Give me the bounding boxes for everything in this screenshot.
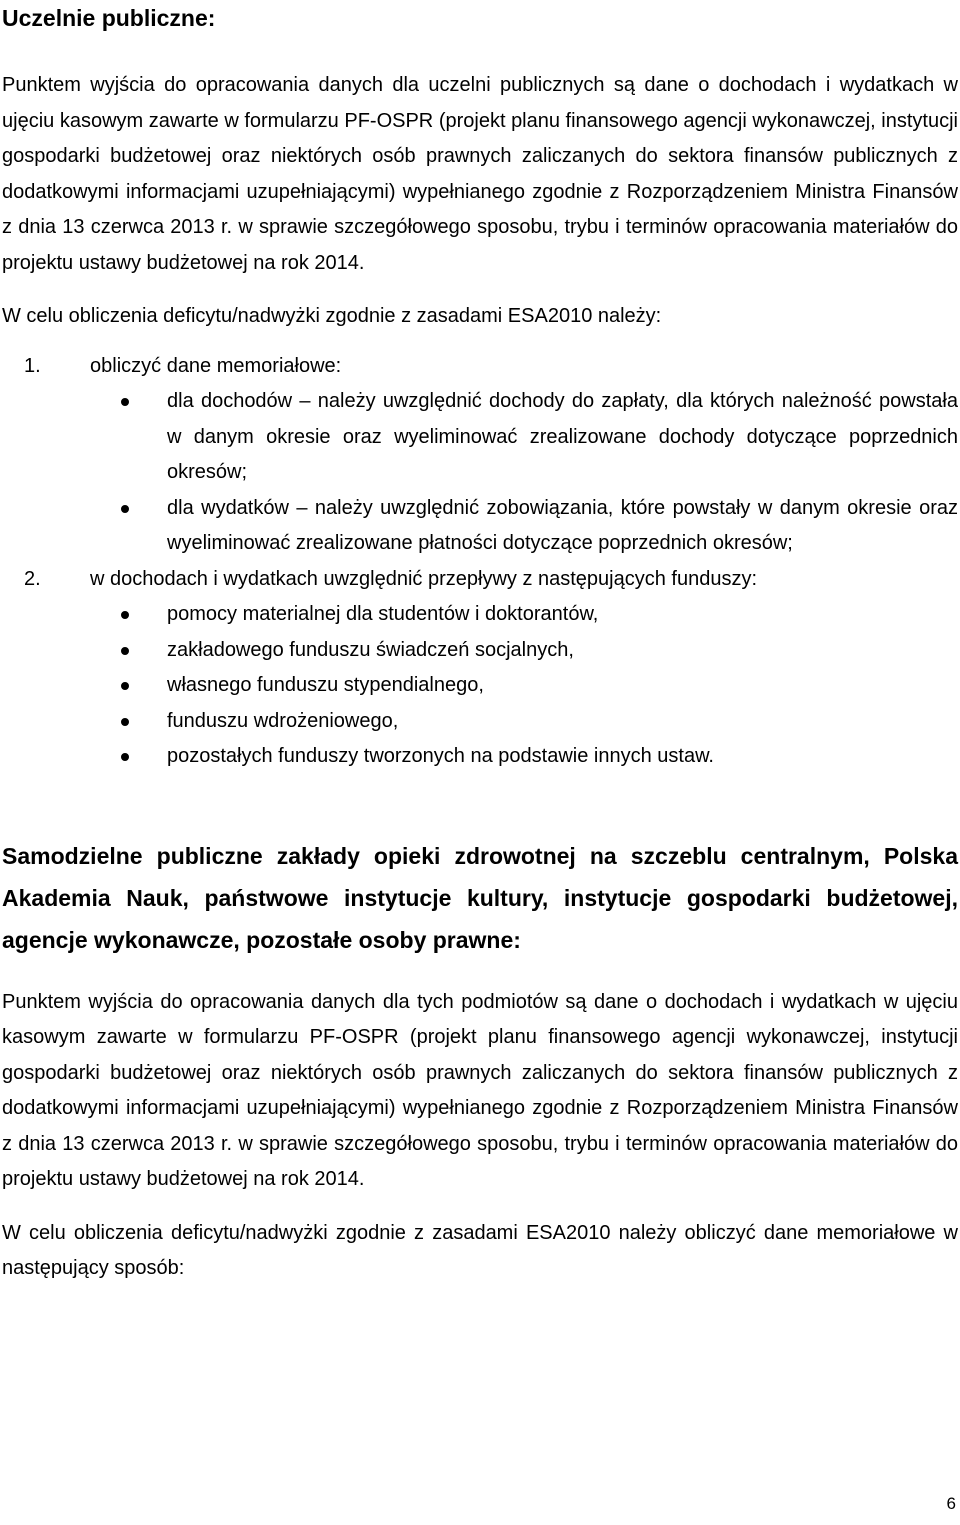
section1-lead-paragraph: W celu obliczenia deficytu/nadwyżki zgodnie z zasadami ESA2010 należy:: [2, 305, 662, 327]
section-heading-other-entities: Samodzielne publiczne zakłady opieki zdrowotnej na szczeblu centralnym, Polska Akademia Nauk, państwowe instytucje kultury, instytucje gospodarki budżetowej, agencje wykonawcze, pozostałe osoby prawne:: [2, 842, 958, 953]
item-number: 1.: [24, 354, 41, 377]
bullet-item: [2, 739, 958, 775]
section1-intro-paragraph: Punktem wyjścia do opracowania danych dla uczelni publicznych są dane o dochodach i wydatkach w ujęciu kasowym zawarte w formularzu PF-OSPR (projekt planu finansowego agencji wykonawczej, instytucji gospodarki budżetowej oraz niektórych osób prawnych zaliczanych do sektora finansów publicznych z dodatkowymi informacjami uzupełniającymi) wypełnianego zgodnie z Rozporządzeniem Ministra Finansów z dnia 13 czerwca 2013 r. w sprawie szczegółowego sposobu, trybu i terminów opracowania materiałów do projektu ustawy budżetowej na rok 2014.: [2, 74, 958, 274]
bullet-text: zakładowego funduszu świadczeń socjalnych,: [167, 638, 574, 661]
bullet-item: [2, 491, 958, 562]
bullet-item: [2, 597, 958, 633]
numbered-item-2: [2, 562, 958, 775]
bullet-text: pomocy materialnej dla studentów i doktorantów,: [167, 603, 599, 625]
bullet-text: pozostałych funduszy tworzonych na podstawie innych ustaw.: [167, 745, 714, 767]
bullet-icon: [121, 647, 129, 655]
bullet-text: dla wydatków – należy uwzględnić zobowiązania, które powstały w danym okresie oraz wyeliminować zrealizowane płatności dotyczące poprzednich okresów;: [167, 496, 958, 554]
bullet-item: [2, 704, 958, 740]
bullet-icon: [121, 753, 129, 761]
bullet-text: dla dochodów – należy uwzględnić dochody do zapłaty, dla których należność powstała w danym okresie oraz wyeliminować zrealizowane dochody dotyczące poprzednich okresów;: [167, 390, 958, 483]
bullet-list: [90, 597, 958, 775]
section2-intro-paragraph: Punktem wyjścia do opracowania danych dla tych podmiotów są dane o dochodach i wydatkach w ujęciu kasowym zawarte w formularzu PF-OSPR (projekt planu finansowego agencji wykonawczej, instytucji gospodarki budżetowej oraz niektórych osób prawnych zaliczanych do sektora finansów publicznych z dodatkowymi informacjami uzupełniającymi) wypełnianego zgodnie z Rozporządzeniem Ministra Finansów z dnia 13 czerwca 2013 r. w sprawie szczegółowego sposobu, trybu i terminów opracowania materiałów do projektu ustawy budżetowej na rok 2014.: [2, 990, 958, 1190]
bullet-item: [2, 668, 958, 704]
bullet-item: [2, 633, 958, 669]
bullet-icon: [121, 398, 129, 406]
bullet-icon: [121, 505, 129, 513]
bullet-icon: [121, 718, 129, 726]
item-text: w dochodach i wydatkach uwzględnić przepływy z następujących funduszy:: [90, 567, 758, 590]
bullet-icon: [121, 611, 129, 619]
bullet-text: funduszu wdrożeniowego,: [167, 709, 399, 732]
numbered-item-1: [2, 349, 958, 562]
numbered-list: [2, 349, 958, 775]
bullet-item: [2, 384, 958, 491]
section2-lead-paragraph: W celu obliczenia deficytu/nadwyżki zgodnie z zasadami ESA2010 należy obliczyć dane memoriałowe w następujący sposób:: [2, 1221, 958, 1279]
bullet-text: własnego funduszu stypendialnego,: [167, 674, 484, 696]
page-number: 6: [946, 1494, 956, 1513]
bullet-icon: [121, 682, 129, 690]
section-heading-public-universities: Uczelnie publiczne:: [2, 5, 216, 31]
item-text: obliczyć dane memoriałowe:: [90, 354, 342, 377]
bullet-list: [90, 384, 958, 562]
item-number: 2.: [24, 567, 41, 590]
